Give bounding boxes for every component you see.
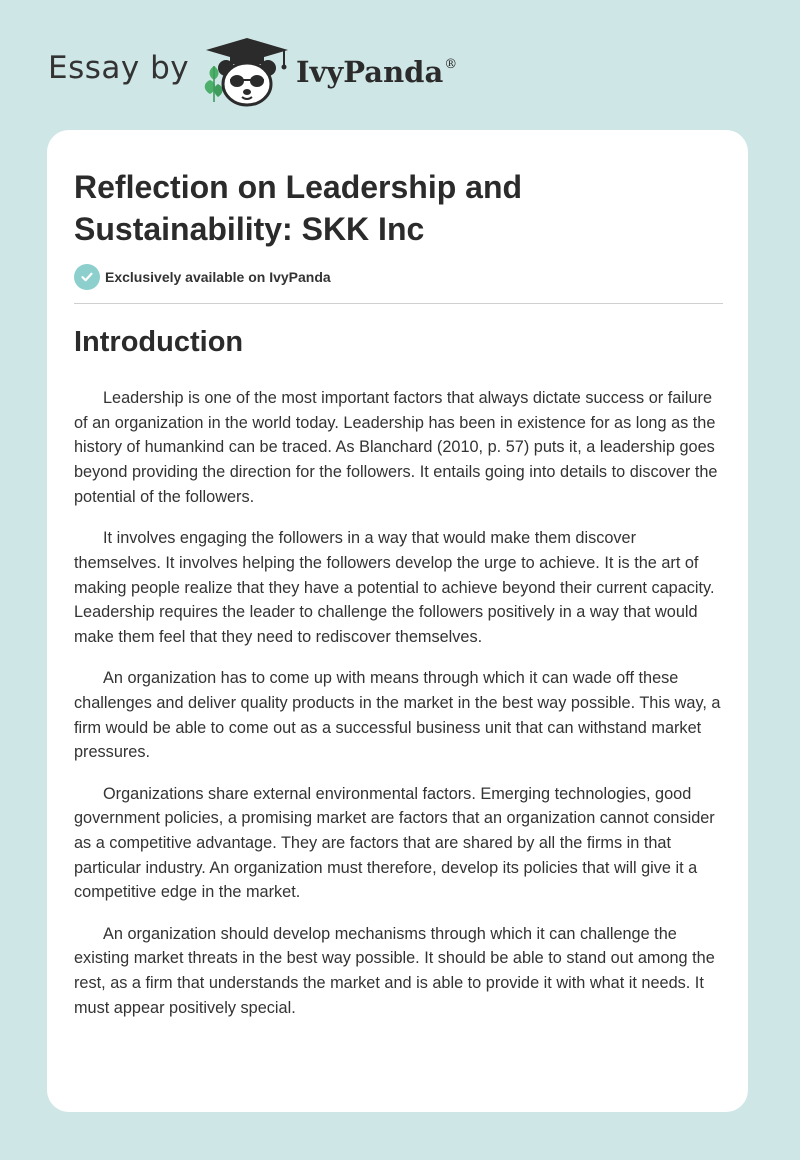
section-heading-introduction: Introduction (74, 326, 244, 358)
panda-logo-graphic (200, 36, 292, 108)
paragraph: Organizations share external environmental factors. Emerging technologies, good government policies, a promising market are factors that an organization cannot consider as a competitive advantage. They are factors that are shared by all the firms in that particular industry. An organization must therefore, develop its policies that will give it a competitive edge in the market. (74, 784, 715, 902)
panda-face-icon (218, 60, 276, 105)
essay-card (47, 130, 748, 1112)
check-icon (74, 264, 100, 290)
brand-name: IvyPanda (296, 55, 444, 89)
exclusive-badge-label: Exclusively available on IvyPanda (105, 269, 331, 285)
check-glyph (80, 270, 94, 284)
brand-logo-text[interactable] (296, 55, 456, 89)
paragraph: An organization has to come up with means through which it can wade off these challenges and deliver quality products in the market in the best way possible. This way, a firm would be able to come out as a successful business unit that can withstand market pressures. (74, 669, 721, 762)
paragraph: An organization should develop mechanisms through which it can challenge the existing market threats in the best way possible. It should be able to stand out among the rest, as a firm that understands the market and is able to provide it with what it needs. It must appear positively special. (74, 924, 715, 1017)
exclusive-badge (74, 264, 331, 290)
site-header (0, 0, 800, 120)
essay-body (74, 386, 726, 1037)
paragraph: It involves engaging the followers in a way that would make them discover themselves. It involves helping the followers develop the urge to achieve. It is the art of making people realize that they have a potential to achieve beyond their current capacity. Leadership requires the leader to challenge the followers positively in a way that would make them feel that they need to rediscover themselves. (74, 529, 715, 646)
registered-mark: ® (444, 57, 458, 72)
panda-logo-icon[interactable] (200, 36, 292, 108)
essay-by-label: Essay by (48, 50, 190, 86)
title-divider (74, 303, 723, 304)
paragraph: Leadership is one of the most important factors that always dictate success or failure of an organization in the world today. Leadership has been in existence for as long as the history of humankind can be traced. As Blanchard (2010, p. 57) puts it, a leadership goes beyond providing the direction for the followers. It entails going into details to discover the potential of the followers. (74, 389, 718, 506)
essay-title: Reflection on Leadership and Sustainability: SKK Inc (74, 169, 523, 247)
